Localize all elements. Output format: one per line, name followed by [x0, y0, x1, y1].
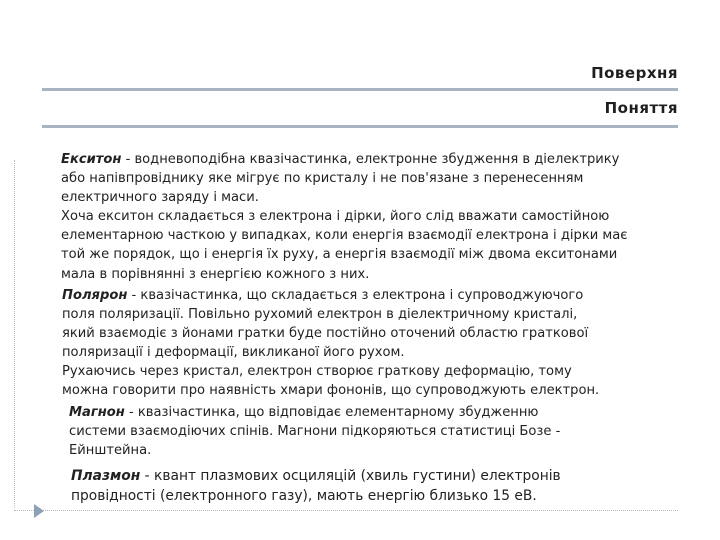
plasmon-term: Плазмон: [71, 468, 141, 484]
bottom-border-line: [14, 510, 678, 511]
magnon-block: [69, 403, 589, 460]
plasmon-definition-text: - квант плазмових осциляцій (хвиль густини) електронів провідності (електронного газу), мають енергію близько 15 еВ.: [71, 468, 561, 504]
exciton-definition: [61, 150, 631, 207]
magnon-definition: [69, 403, 589, 460]
subtitle-divider: [42, 125, 678, 128]
title-divider: [42, 88, 678, 91]
exciton-block: [61, 150, 631, 284]
plasmon-definition: [71, 466, 631, 506]
slide-title: Поверхня: [591, 64, 678, 82]
polaron-term: Полярон: [62, 288, 128, 303]
left-border-line: [14, 160, 15, 508]
polaron-definition-text: - квазічастинка, що складається з електрона і супроводжуючого поля поляризації. Повільно рухомий електрон в діелектричному кристалі, який взаємодіє з йонами гратки буде постійно оточений областю граткової поляризації і деформації, викликаної його рухом.: [62, 288, 589, 361]
polaron-definition: [62, 286, 607, 362]
polaron-block: [62, 286, 607, 401]
slide-arrow-icon: [34, 504, 44, 518]
polaron-extra: Рухаючись через кристал, електрон створює граткову деформацію, тому можна говорити про наявність хмари фононів, що супроводжують електрон.: [62, 364, 600, 399]
exciton-term: Екситон: [61, 152, 122, 167]
exciton-definition-text: - водневоподібна квазічастинка, електронне збудження в діелектрику або напівпровіднику яке мігрує по кристалу і не пов'язане з перенесенням електричного заряду і маси.: [61, 152, 620, 206]
magnon-definition-text: - квазічастинка, що відповідає елементарному збудженню системи взаємодіючих спінів. Магнони підкоряються статистиці Бозе - Ейнштейна.: [69, 405, 561, 459]
slide-subtitle: Поняття: [604, 99, 678, 117]
magnon-term: Магнон: [69, 405, 125, 420]
exciton-extra: Хоча екситон складається з електрона і дірки, його слід вважати самостійною елементарною часткою у випадках, коли енергія взаємодії електрона і дірки має той же порядок, що і енергія їх руху, а енергія взаємодії між двома екситонами мала в порівнянні з енергією кожного з них.: [61, 209, 628, 282]
plasmon-block: [71, 466, 631, 506]
